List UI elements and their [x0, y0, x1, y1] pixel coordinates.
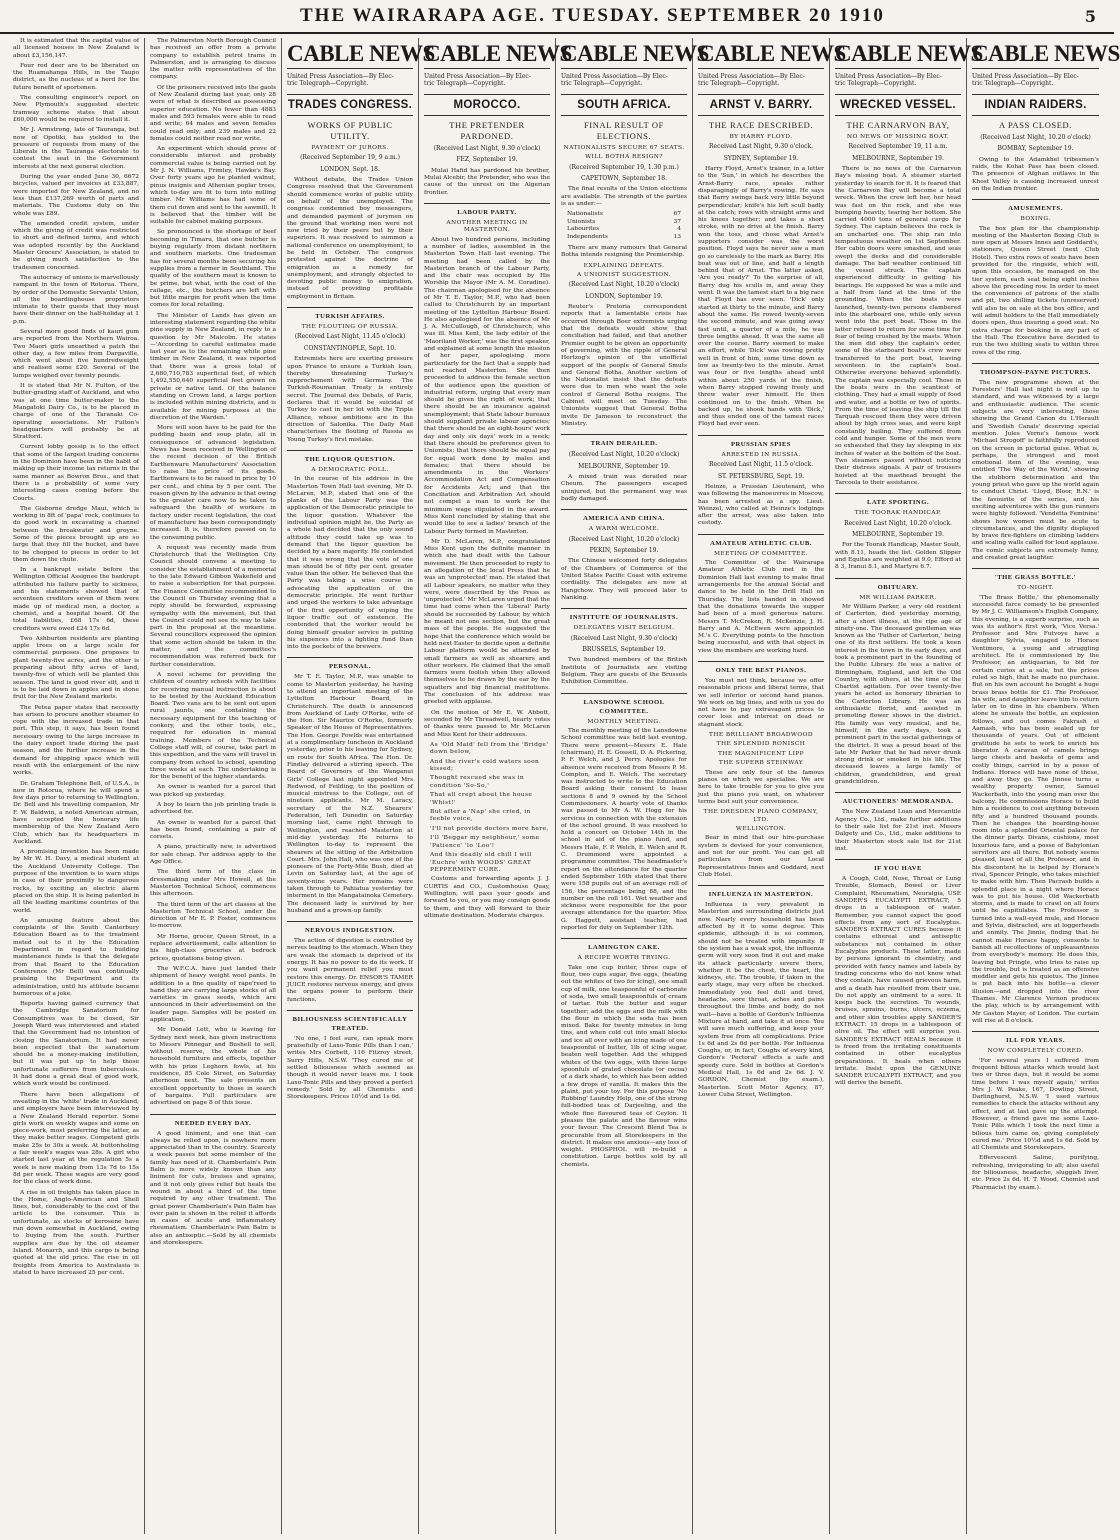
- article-body: The final results of the Union elections are available. The strength of the parties is as under:—: [561, 186, 687, 208]
- subhead: NO NEWS OF MISSING BOAT.: [846, 133, 950, 140]
- press-credit-line-1: United Press Association—By Elec-: [835, 73, 942, 80]
- news-paragraph: Mr J. Armstrong, late of Tauranga, but now of Opotiki, has yielded to the pressure of requests from many of the Liberals in the Tauranga electorate to contest the seat in the Government interests at the next general election.: [13, 127, 139, 170]
- headline-auctioneers-memoranda: AUCTIONEERS' MEMORANDA.: [835, 792, 961, 806]
- column-3: [282, 38, 435, 1534]
- place-line: SYDNEY, September 19.: [723, 154, 799, 162]
- party-name: Unionists: [567, 218, 596, 225]
- piano-name: THE MAGNIFICENT LIPP: [717, 750, 805, 757]
- subhead: DELEGATES VISIT BELGIUM.: [573, 625, 675, 632]
- headline-labour-party: LABOUR PARTY.: [424, 203, 550, 217]
- headline-thompson-payne: THOMPSON-PAYNE PICTURES.: [972, 363, 1099, 377]
- press-credit: [561, 73, 687, 88]
- press-credit: [287, 73, 413, 88]
- cable-news-banner: CABLE NEWS: [835, 40, 961, 69]
- cable-news-banner: CABLE NEWS: [561, 40, 687, 69]
- poem-line: And this deadly old chill I will 'Euchre' with WOODS' GREAT PEPPERMINT CURE.: [430, 852, 532, 873]
- headline-nervous-indigestion: NERVOUS INDIGESTION.: [287, 921, 413, 935]
- press-credit-line-2: tric Telegraph—Copyright.: [835, 80, 917, 88]
- headline-arnst-v-barry: ARNST V. BARRY.: [698, 94, 824, 116]
- headline-lamington-cake: LAMINGTON CAKE.: [561, 938, 687, 952]
- article-body: Two hundred members of the British Institute of Journalists are visiting Belgium. They are guests of the Brussels Exhibition Committee.: [561, 657, 687, 686]
- subhead: A DEMOCRATIC POLL.: [311, 466, 389, 473]
- article-body: Heinze, a Prussian Lieutenant, who was following the manoeuvres in Moscow, has been arrested as a spy. Lieut. Weinzel, who called at Heinze's lodgings after the arrest, was also taken into custody.: [698, 483, 824, 527]
- subhead: EXPLAINING DEFEATS.: [583, 262, 665, 269]
- subhead: ANOTHER MEETING IN MASTERTON.: [446, 219, 528, 234]
- news-paragraph: There have been allegations of sweating in the 'white' trade in Auckland, and employers have been interviewed by a New Zealand Herald reporter. Some girls work on weekly wages and some on piece-work, most preferring the latter, as they make better wages. Competent girls make 25s to 30s a week. At buttonholing a fair week's wages was 28s. A girl who started last year at the regulation 5s a week is now making from 13s 7d to 15s 8d per week. These wages are very good for the class of work done.: [13, 1091, 139, 1186]
- headline-turkish-affairs: TURKISH AFFAIRS.: [287, 307, 413, 321]
- result-row: [561, 234, 687, 241]
- subhead: MEETING OF COMMITTEE.: [714, 550, 808, 557]
- place-line: MELBOURNE, September 19.: [852, 530, 944, 538]
- article-body: Mulai Hafid has pardoned his brother, Mulai Alcebir, the Pretender, who was the cause of the unrest on the Algerian frontier.: [424, 167, 550, 196]
- place-line: BRUSSELS, September 19.: [582, 646, 666, 654]
- news-paragraph: Dr. Graham Telephone Bell, of U.S.A., is now in Rotorua, where he will spend a few days prior to returning to Wellington. Dr. Bell and his travelling companion, Mr F. W. Baldwin, a noted American airman, have accepted the honorary life membership of the New Zealand Aero Club, which has its headquarters in Auckland.: [13, 780, 139, 845]
- headline-late-sporting: LATE SPORTING.: [835, 493, 961, 507]
- headline-influenza: INFLUENZA IN MASTERTON.: [698, 885, 824, 899]
- subhead: NATIONALISTS SECURE 67 SEATS.: [563, 144, 685, 151]
- news-paragraph: A rise in oil freights has taken place in the Home, Anglo-American and Shell lines, but, considerably to the cost of the article to the consumer. This is unfortunate, as stocks of kerosene have run down somewhat in Auckland, owing to buying from the south. Further supplies are due by the oil steamer Island. Monarch, and this cargo is being quoted at the old price. The rise in oil freights from America to Australasia is stated to have increased 25 per cent.: [13, 1189, 139, 1276]
- place-line: ST. PETERSBURG, Sept. 19.: [717, 472, 805, 480]
- subhead-payment-of-jurors: PAYMENT OF JURORS.: [311, 144, 389, 151]
- subhead: THE FLOUTING OF RUSSIA.: [301, 324, 399, 331]
- party-seats: 67: [673, 211, 681, 218]
- article-body: Mr T. E. Taylor, M.P., was unable to come to Masterton yesterday, he having to attend an important meeting of the Lyttelton Harbour Board, in Christchurch. The death is announced from Auckland of Lady O'Rorke, wife of the Hon. Sir Maurice O'Rorke, formerly Speaker of the House of Representatives. The Hon. George Fowlds was entertained at a complimentary luncheon in Auckland yesterday, prior to his leaving for Sydney, en route for South Africa. The Hon. Dr. Findlay delivered a stirring speech. The Board of Governors of the Wanganui Girls' College last night appointed Mrs Redwood, of Feilding, to the position of musical mistress to the College, out of nineteen applicants. Mr M. Laracy, secretary of the N.Z. Shearers' Federation, left Dunedin on Saturday morning last, came right through to Wellington, and reached Masterton at mid-day yesterday. He returns to Wellington to-day to represent the shearers at the sitting of the Arbitration Court. Mrs. John Hall, who was one of the pioneers of the Forty-Mile Bush, died at Levin on Saturday last, at the age of seventy-nine years. Her remains were taken through to Pahiatua yesterday for interment in the Mangatainoka Cemetery. The deceased lady is survived by her husband and a grown-up family.: [287, 674, 413, 914]
- headline-brass-bottle: 'THE GRASS BOTTLE.': [972, 568, 1099, 582]
- dateline: (Received September 19, 1.30 p.m.): [569, 163, 679, 171]
- party-seats: 37: [673, 218, 681, 225]
- headline-if-you-have: IF YOU HAVE: [835, 859, 961, 873]
- headline-train-derailed: TRAIN DERAILED.: [561, 434, 687, 448]
- result-row: [561, 226, 687, 233]
- poem-line: Thought rescued she was in condition 'So-So,': [430, 775, 525, 789]
- dateline: (Received Last Night, 10.20 o'clock): [568, 535, 680, 543]
- poem-line: I'll 'Beggar my neighbour,' some 'Patience' 'lo 'Loo'!: [430, 835, 540, 849]
- news-paragraph: A piano, practically new, is advertised for sale cheap. For address apply to the Age Office.: [150, 844, 276, 866]
- headline-ill-for-years: ILL FOR YEARS.: [972, 1031, 1099, 1045]
- piano-list: [698, 732, 824, 768]
- poem-line: 'I'll not provide doctors more here,: [430, 825, 549, 832]
- news-paragraph: During the year ended June 30, 6672 bicycles, valued per invoices at £33,887, were imported for New Zealand, and no less than £137,269 worth of parts and materials. The Customs duty on the whole was £89.: [13, 174, 139, 217]
- headline-only-the-best-pianos: ONLY THE BEST PIANOS.: [698, 661, 824, 675]
- news-paragraph: Mr Donald Lett, who is leaving for Sydney next week, has given instructions to Messrs Pinnegar and Bushell to sell, without reserve, the whole of his household furniture and effects, together with his prize Leghorn fowls, at his residence, 85 Cole Street, on Saturday afternoon next. The sale presents an excellent opportunity to those in search of bargains. Full particulars are advertised on page 8 of this issue.: [150, 1027, 276, 1107]
- news-paragraph: A novel scheme for providing the children of country schools with facilities for receiving manual instruction is about to be tested by the Auckland Education Board. Two vans are to be sent out upon rural jaunts, one containing the necessary equipment for the teaching of cookery, and the other tools, etc., required for education in manual training. Members of the Technical College staff will, of course, take part in this expedition, and the vans will travel in company from school to school, spending three weeks at each. The undertaking is for the benefit of the higher standards.: [150, 671, 276, 781]
- column-7: [830, 38, 983, 1534]
- press-credit-line-2: tric Telegraph—Copyright.: [424, 80, 506, 88]
- place-line: BOMBAY, September 19.: [997, 145, 1074, 153]
- news-paragraph: The autocracy of unions is marvellously rampant in the town of Rotorua. There, by order of the Domestic Servants' Union, all the boardinghouse proprietors intimate to their guests that they must have their dinner on the half-holiday at 1 p.m.: [13, 274, 139, 325]
- article-body: Mr William Parker, a very old resident of Carterton, died yesterday morning, after a short illness, at the ripe age of ninety-one. The deceased gentleman was known as the 'Father of Carterton,' being one of its first settlers. He took a keen interest in the town in its early days, and took a prominent part in the founding of the Public Library. He was a native of Birmingham, England, and left the Old Country, with others, at the time of the Chartist agitation. For over twenty-five years he acted as honorary librarian to the Carterton Library. He was an enthusiastic florist, and assisted in promoting flower shows in the district. His family was very musical, and he, himself, in the early days, took a prominent part in the social gatherings of the district. It was a proud boast of the late Mr Parker that he had never drunk strong drink or smoked in his life. The deceased leaves a large family of children, grandchildren, and great grandchildren.: [835, 603, 961, 786]
- press-credit-line-1: United Press Association—By Elec-: [972, 73, 1079, 80]
- article-body: 'The Brass Bottle,' the phenomenally successful farce comedy to be presented by Mr J. C. Williamson's English Company, this evening, is a superb surprise, such as was its author's first work, 'Vice Versa.' Professor and Mrs Futvoye have a daughter Sylvia, engaged to Horace Ventimore, a young and struggling architect. He is commissioned by the Professor, an antiquarian, to bid for certain curios at a sale, but the prices ruled so high, that he made no purchase. But on his own account he bought a huge brass brass bottle for £1. The Professor, his wife, and daughter leave him to return later on to dine in his chambers. When alone he unseals the bottle, an explosion follows, and out comes Fakrash el Aamash, who has been sealed up for thousands of years. Out of efficient gratitude he sets to work to enrich his liberator. A caravan of camels brings large chests and baskets of gems and costly things, carried in by a posse of Indians. Horace will have none of these, and away they go. The Jinnee turns a wealthy property owner, Samuel Wackerbath, into the young man over the balcony. He commissions Horace to build him a residence to cost anything between fifty and a hundred thousand pounds. Then he changes the boarding-house room into a splendid Oriental palace for the dinner party. Divans, cushions, most luxurious fare, and a posse of Babylonian servitors are all there. But nobody seems pleased, least of all the Professor, and in his discontent he is helped by Horace's rival, Spencer Pringle, who takes mischief to make with him. Then Pacrash builds a splendid place in a night where Horace was to put his house. Old Wackerbath storms, and is made to crawl on all fours until he capitulates. The Professor is turned into a wall-eyed mule, and Horace and Sylvia, distracted, are at loggerheads and enmity. The Jinnie, finding that he cannot make Horace happy, consents to banish all recollections of unpleasantness from everybody's memory. He does this, leaving but Pringle, who tries to raise up the trouble, but is treated as an offensive meddler and gets his quietus. The Jinnee is put back into his bottle—a clever illusion—and dropped into the river Thames. Mr Clarence Vernon produces the play, which is by arrangement with Mr Gaston Mayer, of London. The curtain will rise at 8 o'clock.: [972, 594, 1099, 1024]
- place-line: MELBOURNE, September 19.: [852, 154, 944, 162]
- dateline: Received Last Night, 10.20 o'clock.: [844, 519, 952, 527]
- place-line: PEKIN, September 19.: [589, 547, 659, 555]
- article-body: 'No one, I feel sure, can speak more praisefully of Laxo-Tonic Pills than I can,' writes Mrs Corbett, 116 Fitzroy street, Surry Hills, N.S.W. 'They cured me of settled biliousness which seemed as though it would never leave me. I took Laxo-Tonic Pills and they proved a perfect remedy.' Sold by all Chemists and Storekeepers. Prices 10½d and 1s 6d.: [287, 1035, 413, 1101]
- page-number: 5: [1084, 6, 1096, 26]
- headline-liquor-question: THE LIQUOR QUESTION.: [287, 450, 413, 464]
- subhead: A UNIONIST SUGGESTION.: [576, 271, 671, 278]
- newspaper-title: THE WAIRARAPA AGE. TUESDAY. SEPTEMBER 20 1910: [300, 5, 885, 26]
- cable-news-banner: CABLE NEWS: [972, 40, 1099, 69]
- press-credit: [835, 73, 961, 88]
- article-body: Bear in mind that our hire-purchase system is devised for your convenience, and not for our profit. You can get all particulars from our Local Representatives Innes and Goddard, next Club Hotel.: [698, 835, 824, 878]
- press-credit-line-1: United Press Association—By Elec-: [698, 73, 805, 80]
- press-credit-line-1: United Press Association—By Elec-: [424, 73, 531, 80]
- newspaper-columns: [8, 38, 1120, 1534]
- dateline: (Received Last Night, 10.20 o'clock): [568, 281, 680, 289]
- news-paragraph: Current lobby gossip is to the effect that some of the largest trading concerns in the Dominion have been in the habit of making up their income tax returns in the same manner as Bowron Bros., and that there is a probability of some very interesting cases coming before the Courts.: [13, 444, 139, 502]
- place-line: MELBOURNE, September 19.: [578, 462, 670, 470]
- news-paragraph: The third term of the class in dressmaking under Mrs Howell, at the Masterton Technical School, commences this afternoon.: [150, 869, 276, 898]
- headline-prussian-spies: PRUSSIAN SPIES: [698, 435, 824, 449]
- byline: BY HARRY FLOYD.: [729, 133, 793, 140]
- headline-indian-raiders: INDIAN RAIDERS.: [972, 94, 1099, 116]
- headline-amateur-athletic-club: AMATEUR ATHLETIC CLUB.: [698, 534, 824, 548]
- press-credit: [424, 73, 550, 88]
- press-credit-line-2: tric Telegraph—Copyright.: [698, 80, 780, 88]
- news-paragraph: The consulting engineer's report on New Plymouth's suggested electric tramway scheme states that about £60,000 would be required to install it.: [13, 95, 139, 123]
- article-body: Customs and forwarding agents J. J. CURTIS and CO., Customhouse Quay, Wellington, will pass your goods and forward to you, or you may consign goods to them, and they will forward to their ultimate destination. Moderate charges.: [424, 876, 550, 919]
- piano-name: THE SUPERB STEINWAY: [718, 760, 804, 767]
- article-body: You must not think, because we offer reasonable prices and liberal terms, that we sell inferior or second hand pianos. We work on big lines, and with us you do not have to pay extravagant prices to cover loss and interest on dead or stagnant stock.: [698, 677, 824, 728]
- headline-obituary: OBITUARY.: [835, 578, 961, 592]
- news-paragraph: The Gisborne dredge Maui, which is working in 8ft of 'papa' rock, continues to do good work in excavating a channel between the breakwater and groyne. Some of the pieces brought up are so large that they fill the bucket, and have to be chopped to pieces in order to let them down the chute.: [13, 505, 139, 563]
- dateline: (Received Last Night, 9.30 o'clock): [433, 144, 541, 152]
- column-8: [967, 38, 1120, 1534]
- article-body: Without debate, the Trades Union Congress resolved that the Government should commence works of public utility on behalf of the unemployed. The congress condemned boy messengers, and demanded payment of jurymen on the ground that working men were not now tried by their peers but by their superiors. It was resolved to summon a national conference on unemployment, to be held in October. The congress protested against the doctrine of emigration as a remedy for unemployment, and strongly objected to devoting public money to emigration, instead of providing profitable employment in Britain.: [287, 177, 413, 300]
- election-results-list: [561, 211, 687, 241]
- column-1: [8, 38, 145, 1534]
- news-paragraph: In a bankrupt estate before the Wellington Official Assignee the bankrupt attributed his failure partly to sickness, and his statements showed that of seventeen creditors seven of them were made up of medical men, a doctor, a chemist, and a hospital board. Of the total liabilities, £68 17s 6d, these creditors were owed £24 17s 6d.: [13, 567, 139, 632]
- dateline: Received Last Night, 11.5 o'clock.: [709, 461, 813, 469]
- column-2: [145, 38, 282, 1534]
- headline-amusements: AMUSEMENTS.: [972, 199, 1099, 213]
- subhead: WILL BOTHA RESIGN?: [585, 154, 663, 161]
- news-paragraph: An amusing feature about the complaints of the South Canterbury Education Board as to the treatment meted out to it by the Education Department in regard to building maintenance funds is that the delegate from that Board to the Education Conference (Mr Bell) was continually praising the Department and its administration, until his attitude became humorous of a joke.: [13, 917, 139, 997]
- article-body: There is no news of the Carnarvon Bay's missing boat. A steamer started yesterday to search for it. It is feared that the Carnarvon Bay will become a total wreck. When the crew left her, her head was fast on the rock, and she was bumping heavily, tearing her bottom. She carried 4000 tons of general cargo for Sydney. The captain believes the rock is an uncharted one. The ship ran into tempestuous weather on 1st September. Her cabin doors were smashed, and seas swept the decks and did considerable damage. The bad weather continued till the vessel struck. The captain experienced difficulty in getting his bearings. He supposed he was a mile and a half from land at the time of the grounding. When the boats were launched, twenty-two persons clambered into the starboard one, while only seven went into the port boat. Those in the latter refused to return for some time for fear of being crushed by the masts. When the men did obey the captain's order, some of the starboard boat's crew were transferred to the port boat, leaving seventeen in the captain's boat. Otherwise everyone behaved splendidly. The captain was especially cool. Those in the boats were in the scantiest of clothing. They had a small supply of food and water, and a bottle or two of spirits. From the time of leaving the ship till the Tarquah rescued them they were driven about by high cross seas, and were kept constantly bailing. They suffered from cold and hunger. Some of the men were so exhausted that they lay sleeping in six inches of water at the bottom of the boat. Two steamers passed without noticing their distress signals. A pair of trousers hoisted at the masthead brought the Tarcoola to their assistance.: [835, 166, 961, 486]
- dateline: Received Last Night, 9.30 o'clock.: [709, 143, 813, 151]
- headline-wrecked-vessel: WRECKED VESSEL.: [835, 94, 961, 116]
- news-paragraph: The Palmerston North Borough Council has received an offer from a private company to establish petrol trams in Palmerston, and is arranging to discuss the matter with representatives of the company.: [150, 38, 276, 81]
- result-row: [561, 211, 687, 218]
- article-body: Effervescent Saline, purifying, refreshing, invigorating to all; also useful for biliousness, headache, sluggish liver, etc. Price 2s 6d. H. T. Wood, Chemist and Pharmacist (by exam.).: [972, 1155, 1099, 1191]
- party-name: Nationalists: [567, 211, 603, 218]
- subhead-carnarvon-bay: THE CARNARVON BAY,: [846, 119, 950, 130]
- article-body: A mixed train was derailed near Cheum. The passengers escaped uninjured, but the permanent way was badly damaged.: [561, 474, 687, 502]
- dateline: (Received Last Night, 10.20 o'clock): [980, 133, 1091, 141]
- subhead: TO-NIGHT.: [1017, 585, 1054, 592]
- ad-body-pain-balm: A good liniment, and one that can always be relied upon, is nowhere more appreciated than in the country. Scarcely a week passes but some member of the family has need of it. Chamberlain's Pain Balm is more widely known than any liniment for cuts, bruises and sprains, and it not only gives relief but heals the wound in about a third of the time required by any other treatment. The great power Chamberlain's Pain Balm has over pain is shown in the relief it affords in cases of acute and inflammatory rheumatism. Chamberlain's Pain Balm is also an antiseptic.—Sold by all chemists and storekeepers.: [150, 1130, 276, 1247]
- ad-heading-needed-every-day: NEEDED EVERY DAY.: [150, 1114, 276, 1128]
- article-body: Harry Floyd, Arnst's trainer, in a letter to the 'Sun,' in which he describes the Arnst-Barry race, speaks rather disparagingly of Barry's rowing. He says that Barry swings back very little beyond perpendicular; knife's his left scull badly at the catch; rows with straight arms and his knees together; and takes a short stroke, with no drive at the finish. Barry won the toss, and chose what Arnst's supporters consider was the worst position. Floyd says he never saw a man go so carelessly to the mark as Barry. His boat was out of line, and half a length behind that of Arnst. The latter asked, 'Are you ready?' To the surprise of all, Barry dug his sculls in, and away they went. It was the tamest start to a big race that Floyd has ever seen. 'Dick' only started at thirty to the minute, and Barry about the same. He rowed twenty-seven the second minute, and was going away fast until, a quarter of a mile, he was three lengths ahead. It was the same all over the course. Barry seemed to make an effort, while 'Dick' was rowing pretty well in front of him, some time down as low as twenty-two to the minute. Arnst was four or five lengths ahead until within about 250 yards of the finish, when Barry stopped rowing freely and threw water over himself. He then continued on to the finish. When he backed up, he shook hands with 'Dick,' and thus ended one of the tamest races Floyd had ever seen.: [698, 166, 824, 428]
- article-body: A Cough, Cold, Nose, Throat or Lung Trouble, Stomach, Bowel or Liver Complaint, Rheumatism, Neuralgia, USE SANDER'S EUCALYPTI EXTRACT; 5 drops in a tablespoon of water. Remember, you cannot expect the good effects from any sort of Eucalyptus. SANDER'S EXTRACT CURES because it contains ethereal and antiseptic substances not contained in other Eucalyptus products. These latter, made by persons ignorant in chemistry, and provided with fancy names and labels by trading concerns who do not know what they contain, have caused grievous harm, and a death has resulted from their use. Do not apply an ointment to a sore. It keeps back the secretion. To wounds, bruises, sprains, burns, ulcers, eczema, and other skin troubles apply SANDER'S EXTRACT: 15 drops in a tablespoon of olive oil. The effect will surprise you. SANDER'S EXTRACT HEALS because it is freed from the irritating constituents contained in other eucalyptus preparations. It heals when others irritate. Insist upon the GENUINE SANDER EUCALYPTI EXTRACT, and you will derive the benefit.: [835, 876, 961, 1087]
- headline-morocco: MOROCCO.: [424, 94, 550, 116]
- news-paragraph: It is estimated that the capital value of all licensed houses in New Zealand is about £3,156,147.: [13, 38, 139, 59]
- article-body: For the Toorak Handicap, Master Soult, with 8.11, heads the list. Golden Slipper and Equitas are weighted at 9.0, Efford at 8 3, Iranui 8.1, and Martyre 6.7.: [835, 542, 961, 571]
- party-name: Labourites: [567, 226, 600, 233]
- party-seats: 13: [673, 233, 681, 240]
- party-name: Independents: [567, 233, 608, 240]
- article-body: Mr D. McLaren, M.P., congratulated Miss Kent upon the definite manner in which she had dealt with the Labour movement. He then proceeded to reply to an allegation of the local Press that he was an 'unprotected' man. He stated that all Labour speakers, no matter who they were, were described by the Press as 'unprotected.' Mr McLaren urged that the time had come when the 'Liberal' Party should be succeeded by Labour, by which he meant not one section, but the great mass of the people. He suggested the hope that the conference which would be held next Easter to decide upon a definite Labour platform would be attended by small farmers as well as shearers and other workers. He claimed that the small farmers were foolish when they allowed themselves to be drawn by the ear by the squatters and big financial institutions. The conclusion of his address was greeted with applause.: [424, 538, 550, 706]
- news-paragraph: Reports having gained currency that the Cambridge Sanatorium for Consumptives was to be closed, Sir Joseph Ward was interviewed and stated that the Government had no intention of closing the Sanatorium. It had never been expected that the sanatorium should be a money-making institution, but it was put up to help those unfortunate sufferers from tuberculosis. It had done a great deal of good work, which work would be continued.: [13, 1001, 139, 1088]
- article-body: Owing to the Adamkhel tribesmen's raids, the Kohat Pass has been closed. The presence of Afghan outlaws in the Khost Valley is causing increased unrest on the Indian frontier.: [972, 156, 1099, 192]
- press-credit-line-2: tric Telegraph—Copyright.: [972, 80, 1054, 88]
- news-paragraph: The third term of the art classes at the Masterton Technical School, under the direction of Mr E. P. Foster, commences to-morrow.: [150, 901, 276, 930]
- poem: [424, 742, 550, 875]
- subhead-final-result: FINAL RESULT OF ELECTIONS.: [583, 119, 664, 141]
- masthead: [0, 0, 1114, 34]
- poem-line: That all crept about the house 'Whist!': [430, 792, 533, 806]
- company-place: WELLINGTON.: [735, 825, 787, 832]
- news-paragraph: A request was recently made from Christchurch that the Wellington City Council should convene a meeting to consider the establishment of a memorial to the late Edward Gibbon Wakefield and to raise a subscription for that purpose. The Finance Committee recommended to the Council on Thursday evening that a reply should be forwarded, expressing sympathy with the movement, but that the Council could not see its way to take part in the proposal at the meantime. Several councillors expressed the opinion that some action should be taken in the matter, and the committee's recommendation was referred back for further consideration.: [150, 544, 276, 668]
- press-credit-line-1: United Press Association—By Elec-: [561, 73, 668, 80]
- news-paragraph: An owner is wanted for a parcel that was picked up yesterday.: [150, 784, 276, 798]
- piano-name: THE SPLENDID RONISCH: [716, 741, 806, 748]
- article-body: The New Zealand Loan and Mercantile Agency Co., Ltd., make further additions to their sale list for 21st inst. Messrs Dalgety and Co., Ltd., make additions to their Masterton stock sale list for 21st inst.: [835, 809, 961, 852]
- news-paragraph: A boy to learn the job printing trade is advertised for.: [150, 801, 276, 816]
- article-body: About two hundred persons, including a number of ladies, assembled in the Masterton Town Hall last evening. The meeting had been called by the Masterton branch of the Labour Party, and the chair was occupied by His Worship the Mayor (Mr A. M. Coradine). The chairman apologised for the absence of Mr T. E. Taylor, M.P., who had been called to Christchurch by an important meeting of the Lyttelton Harbour Board. He also apologised for the absence of Mr J. A. McCullough, of Christchurch, who was ill. Miss Kent, the lady editor of the 'Maoriland Worker,' was the first speaker, and explained at some length the mission of her paper, apologising more particularly for the fact that a supply had not reached Masterton. She then proceeded to address the female section of the audience upon the question of industrial reform, urging that every man should be given the right of work; that there should be an insurance against unemployment; that State labour bureaux should supplant private labour agencies; that there should be an eight-hours' work day and only six days' work in a week; that there should be preference given to Unionists; that there should be equal pay for equal work done by males and females; that there should be amendments in the Workers' Accommodation Act and Compensation for Accidents Act; and that the Conciliation and Arbitration Act should not compel a man to work for the minimum wage stipulated in the award. Miss Kent concluded by stating that she would like to see a ladies' branch of the Labour Party formed in Masterton.: [424, 236, 550, 535]
- place-line: FEZ, September 19.: [456, 156, 518, 164]
- party-seats: 4: [677, 226, 681, 233]
- place-line: CAPETOWN, September 18.: [581, 175, 667, 183]
- dateline: (Received Last Night, 9.30 o'clock): [570, 634, 678, 642]
- news-paragraph: The Minister of Lands has given an interesting statement regarding the white pine supply in New Zealand, in reply to a question by Mr Malcolm. He states—'According to careful estimates made last year as to the remaining white pine timber in New Zealand, it was reported that there was a gross total of 2,680,710,783 superficial feet, of which 1,492,550,640 superficial feet grown on private or native land. Of the balance standing on Crown land, a large portion is included within mining districts, and is available for mining purposes at the discretion of the Warden.': [150, 312, 276, 421]
- news-paragraph: An experiment which should prove of considerable interest and probably commercial value is being carried out by Mr J. N. Williams, Frimley, Hawke's Bay. Over forty years ago he planted walnut, pinus insignis and Athenian poplar trees, which to-day are fit to turn into milling timber. Mr Williams has had some of them cut down and sent to the sawmill. It is believed that the timber will be suitable for cabinet making purposes.: [150, 146, 276, 226]
- news-paragraph: It is stated that Mr N. Fulton, of the butter-grading staff of Auckland, and who was at one time butter-maker to the Mangatoki Dairy Co., is to be placed in charge of one of the Taranaki Co-operating associations. Mr Fulton's headquarters will probably be at Stratford.: [13, 383, 139, 441]
- headline-lansdowne-school: LANSDOWNE SCHOOL COMMITTEE.: [561, 693, 687, 716]
- column-5: [556, 38, 709, 1534]
- news-paragraph: The W.F.C.A. have just landed their shipment of heavy weight wool pants. In addition to a fine quality of rape'reed to hand they are carrying large stocks of all varieties in grass seeds, which are announced in their advertisement on the leader page. Samples will be posted on application.: [150, 965, 276, 1023]
- subhead: THE TOORAK HANDICAP.: [854, 510, 942, 517]
- news-paragraph: Of the prisoners received into the gaols of New Zealand during last year, only 28 were of what is described as possessing superior education. No fewer than 4883 males and 593 females were able to read and write; 64 males and seven females could read only; and 239 males and 22 females could neither read nor write.: [150, 84, 276, 142]
- press-credit-line-2: tric Telegraph—Copyright.: [561, 80, 643, 88]
- press-credit-line-2: tric Telegraph—Copyright.: [287, 80, 369, 88]
- headline-south-africa: SOUTH AFRICA.: [561, 94, 687, 116]
- news-paragraph: Two Ashburton residents are planting apple trees on a large scale for commercial purposes. One proposes to plant twenty-five acres, and the other is preparing about fifty acres of land, twenty-five of which will be planted this season. The land is good river silt, and it is to be laid down in apples and in stone fruit for the New Zealand markets.: [13, 635, 139, 701]
- cable-news-banner: CABLE NEWS: [287, 40, 413, 69]
- place-line: CONSTANTINOPLE, Sept. 10.: [303, 344, 397, 352]
- article-body: On the motion of Mr E. W. Abbott, seconded by Mr Threadwell, hearty votes of thanks were passed to Mr McLaren and Miss Kent for their addresses.: [424, 709, 550, 738]
- headline-america-and-china: AMERICA AND CHINA.: [561, 509, 687, 523]
- subhead-works-of-public-utility: WORKS OF PUBLIC UTILITY.: [307, 119, 393, 141]
- news-paragraph: The Petea paper states that necessity has arisen to procure another steamer to cope with the increased trade in that port. This step, it says, has been found necessary owing to the large increase in the dairy export trade during the past season, and the further increase in the demand for shipping space which will result with the enlargement of the new works.: [13, 704, 139, 777]
- place-line: LONDON, Sept. 18.: [320, 165, 380, 173]
- press-credit-line-1: United Press Association—By Elec-: [287, 73, 394, 80]
- article-body: In the course of his address in the Masterton Town Hall last evening, Mr D. McLaren, M.P., stated that one of the planks of the Labour Party was the application of the Democratic principle to the liquor question. Whatever the individual opinion might be, the Party as a whole had decided that the only sound attitude they could take up was to demand that the liquor question be decided by a bare majority. He contended that it was wrong that the vote of one man should be of fifty per cent. greater value than the other. He believed that the Party was taking a wise course in advocating the application of the democratic principle. He went further and urged the workers to take advantage of the first opportunity of wiping the liquor traffic out of existence. He contended that the worker would be doing himself greater service in putting his sixpences into a fighting fund than into the pockets of the brewers.: [287, 476, 413, 651]
- news-paragraph: Several more good finds of kauri gum are reported from the Northern Wairoa. Two Maori girls unearthed a patch the other day, a few miles from Dargaville, which went about five hundredweight and realised some £20. Several of the lumps weighed over twenty pounds.: [13, 328, 139, 379]
- company-name: THE DRESDEN PIANO COMPANY, LTD.: [703, 809, 819, 823]
- column-4: [419, 38, 572, 1534]
- article-body: Reuter's Pretoria correspondent reports that a lamentable crisis has occurred through Boer extremists urging that the defeats would show that conciliation had failed, and that another Premier ought to be given an opportunity of governing, with the ripple of General Hertzog's opinion of the unofficial support of the people of General Smuts and General Botha. Another section of the Nationalist insist that the defeats were due to men who want the sole control if General Botha resigns. The Cabinet will meet on Tuesday. The Unionists suggest that General Botha invite Dr Jameson to reconstruct the Ministry.: [561, 304, 687, 427]
- news-paragraph: Four red deer are to be liberated on the Ruamahanga Hills, in the Taupo district, as the nucleus of a herd for the future benefit of sportsmen.: [13, 62, 139, 91]
- headline-institute-of-journalists: INSTITUTE OF JOURNALISTS.: [561, 608, 687, 622]
- press-credit: [972, 73, 1099, 88]
- news-paragraph: A promising invention has been made by Mr W. H. Davy, a medical student at the Auckland University College. The purpose of the invention is to warn ships in case of their proximity to dangerous rocks, by exciting an electric alarm placed on the ship. It is being patented in all the leading maritime countries of the world.: [13, 849, 139, 914]
- article-body: The new programme shown at the Foresters' Hall last night is well up to standard, and was witnessed by a large and enthusiastic audience. The scenic subjects are very interesting, those showing the Grand Canon du L'Herault and 'Swedish Canals' deserving special mention. Jules Verne's famous work 'Michael Strogoff' is faithfully reproduced on the screen in pictorial guise. What is, perhaps, the strongest and most emotional item of the evening, was entitled 'The Way of the World,' showing the stubborn determination and the young priest who gave up the world again to conduct Christ. 'Lloyd, Bloor, R.N.' is the favourite of the series, and his exciting adventures with the gun runners were highly followed. 'Vendetta Feminine' shows how women must be acute to circumstances, and the dignity displayed by brave fire-fighters on climbing ladders and scaling walls called for loud applause. The comic subjects are extremely funny, and created great laughter.: [972, 379, 1099, 561]
- article-body: The box plan for the championship meeting of the Masterton Boxing Club is now open at Messrs Innes and Goddard's, stationers, Queen Street (next Club Hotel). Two extra rows of seats have been provided for the ringside, which will, upon this occasion, be managed on the tier system, each seat being eight inches above the preceding row. In order to meet the convenience of patrons of the stalls and pit, two shilling tickets (unreserved) will also be on sale at the box office, and will admit holders to the Hall immediately doors open, thus insuring a good seat. No extra charge for booking in any part of the Hall. The Executive have decided to run the two shilling seats to within three rows of the ring.: [972, 225, 1099, 356]
- article-body: The monthly meeting of the Lansdowne School committee was held last evening. There were present—Messrs E. Hale (chairman), H. E. Gossell, D. A. Pickering, P. F. Welch, and J. Perry. Apologies for absence were received from Messrs P. M. Compton, and E. Welch. The secretary was instructed to write to the Education Board asking their consent to lease sections 8 and 9 owned by the School Commissioners. A hearty vote of thanks was passed to Mr A. W. Hogg for his services in connection with the extension of the school ground. It was resolved to hold a concert on October 14th in the school in aid of the piano fund, and Messrs Hale, F. P. Welch, E. Welch and R. C. Drummond were appointed a programme committee. The headmaster's report on the attendance for the quarter ended September 16th stated that there were 158 pupils out of an average roll of 156, the percentage being 88, and the number on the roll 161. Wet weather and sickness were responsible for the poor average attendance for the quarter. Miss G. Haggett, assistant teacher, had reported for duty on September 12th.: [561, 728, 687, 932]
- article-body: Extremists here are exerting pressure upon France to ensure a Turkish loan, thereby threatening Turkey's rapprochement with Germany. The Turkish-Roumanian Treaty is entirely secret. The Journal des Debats, of Paris, declares that it would be suicidal of Turkey to cast in her lot with the Triple Alliance, whose ambitions are in the direction of Salonika. The Daily Mail characterises the flouting of Russia as Young Turkey's first mistake.: [287, 356, 413, 443]
- article-body: The action of digestion is controlled by nerves leading to the stomach. When they are weak the stomach is deprived of its energy. It has no power to do its work. If you want permanent relief you must restore this energy. Dr. ENSOR'S TAMER JUICE restores nervous energy, and gives the organs power to perform their functions.: [287, 938, 413, 1003]
- result-row: [561, 219, 687, 226]
- subhead: MR WILLIAM PARKER.: [859, 594, 937, 601]
- dateline: (Received Last Night, 10.20 o'clock): [568, 451, 680, 459]
- piano-name: THE BRILLIANT BROADWOOD: [709, 732, 813, 739]
- poem-line: As 'Old Maid' fell from the 'Bridge' down below,: [430, 741, 549, 756]
- article-body: The Committee of the Wairarapa Amateur Athletic Club met in the Dominion Hall last evening to make final arrangements for the annual Social and dance to be held in the Drill Hall on Thursday. The lists handed in showed that the donations towards the supper had been of a most generous nature. Messrs T. McCreken, R. McKenzie, J. H. Barry and A. McEwen were appointed M.'s C. Everything points to the function being successful, and with that object in view the members are working hard.: [698, 560, 824, 654]
- press-credit: [698, 73, 824, 88]
- place-line: LONDON, September 19.: [585, 292, 663, 300]
- dateline: Received September 19, 11 a.m.: [848, 143, 948, 151]
- subhead: BOXING.: [1020, 216, 1051, 223]
- subhead: NOW COMPLETELY CURED.: [987, 1048, 1084, 1055]
- subhead: MONTHLY MEETING.: [587, 718, 661, 725]
- news-paragraph: The amended credit system, under which the giving of credit was restricted to short and defined terms, and which was adopted recently by the Auckland Master Grocers' Association, is stated to be giving much satisfaction to the tradesmen concerned.: [13, 220, 139, 271]
- column-6: [693, 38, 846, 1534]
- article-body: The Chinese welcomed forty delegates of the Chambers of Commerce of the United States Pacific Coast with extreme cordiality. The delegates are now at Hangchow. They will proceed later to Nanking.: [561, 558, 687, 601]
- poem-line: And the river's cold waters soon kissed;: [430, 758, 540, 773]
- article-body: These are only four of the famous pianos on which we specialise. We are here to take trouble for you to give you just the piano you want, on whatever terms best suit your convenience.: [698, 769, 824, 805]
- subhead-race-described: THE RACE DESCRIBED.: [708, 119, 814, 130]
- dateline: (Received September 19, 9 a.m.): [300, 154, 400, 162]
- headline-biliousness: BILIOUSNESS SCIENTIFICALLY TREATED.: [287, 1010, 413, 1033]
- article-body: 'For several years I suffered from frequent bilious attacks which would last two or three days, but it would be some time before I was myself again,' writes Mrs J. W. Peake, 167, Dowling Street, Darlinghurst, N.S.W. 'I used various remedies to check the attacks without any effect, and at last gave up the attempt. However, a friend gave me some Laxo-Tonic Pills which I took the next time a bilious turn came on, giving completely cured me.' Price 10½d and 1s 6d. Sold by all Chemists and Storekeepers.: [972, 1057, 1099, 1152]
- news-paragraph: An owner is wanted for a parcel that has been found, containing a pair of corsets.: [150, 819, 276, 841]
- cable-news-banner: CABLE NEWS: [698, 40, 824, 69]
- subhead: ARRESTED IN RUSSIA.: [721, 451, 801, 458]
- article-body: Take one cup butter, three cups of flour, two cups sugar, five eggs, (beating out the whites of two for icing), one small cup of milk, one teaspoonful of carbonate of soda, two small teaspoonfuls of cream of tartar. Rub the butter and sugar together; add the eggs and the milk with the flour in which the soda has been mixed. Bake for twenty minutes in long tins, and when cold cut into small blocks and ice all over with an icing made of one teaspoonful of butter, 1lb of icing sugar, beaten well together. Add the whipped whites of the two eggs, with three large spoonfuls of grated chocolate (or cocoa) of a dark shade, to which has been added a few drops of vanilla. It makes this the plaint, put your toy. For this purpose 'No Rubbing' Laundry Help, one of the strong full-bodied teas of Darjeeling, and the whole fine flavoured teas of Ceylon. It pleases the palate and the flavour wins your favour. The Crescent Blend Tea is procurable from all Storekeepers in the district. It makes one anxious—any loss of weight. PHOSPHOL will re-build a constitution. Large bottles sold by all chemists.: [561, 964, 687, 1168]
- subhead-pass-closed: A PASS CLOSED.: [998, 119, 1073, 130]
- subhead: A WARM WELCOME.: [588, 526, 660, 533]
- headline-personal: PERSONAL.: [287, 657, 413, 671]
- cable-news-banner: CABLE NEWS: [424, 40, 550, 69]
- subhead: A RECIPE WORTH TRYING.: [577, 955, 671, 962]
- article-body: There are many rumours that General Botha intends resigning the Premiership.: [561, 244, 687, 259]
- article-body: Influenza is very prevalent in Masterton and surrounding districts just now. Nearly every household has been affected by it to some degree. This epidemic, although it is so common, should not be treated with impunity. If the system has a weak spot, the influenza germ will very soon find it out and make its attack particularly severe there, whether it be the chest, the heart, the kidneys, etc. The trouble, if taken in the early stage, may very often be checked. Immediately you feel dull and tired, headache, sore throat, aches and pains throughout the limbs and body, do not wait—have a bottle of Gordon's Influenza Mixture at hand, and take it at once. You will save much suffering, and keep your system free from all complications. Price 1s 6d and 2s 6d per bottle. For Influenza Coughs, or, in fact, Coughs of every kind, Gordon's 'Pectoral' effects a safe and speedy cure. Sold in bottles at Gordon's Medical Hall, 1s 6d and 2s 6d. J. V. GORDON, Chemist (by exam.), Masterton. Scott Motor Agency, 87, Lower Cuba Street, Wellington.: [698, 902, 824, 1098]
- subhead-pretender-pardoned: THE PRETENDER PARDONED.: [449, 119, 525, 141]
- dateline: (Received Last Night, 11.45 o'clock): [294, 333, 406, 341]
- poem-line: But after a 'Nap' she cried, in feeble voice,: [430, 809, 531, 823]
- headline-trades-congress: TRADES CONGRESS.: [287, 94, 413, 116]
- news-paragraph: Mr Horne, grocer, Queen Street, in a replace advertisement, calls attention to his high-class groceries at bedrock prices, quotations being given.: [150, 933, 276, 962]
- news-paragraph: So pronounced is the shortage of beef becoming in Timaru, that one butcher is buying regularly from distant northern and southern markets. One tradesman has for several months been securing his supplies from a farmer in Southland. The quality of the southern meat is known to be prime, but what, with the cost of the railage, etc., the butchers are left with but little margin for profit when the time comes for local retailing.: [150, 229, 276, 309]
- news-paragraph: More will soon have to be paid for the pudding basin and soup plate, all in consequence of advanced legislation. News has been received in Wellington of the recent decision of the British Earthenware Manufacturers' Association to raise the price of its goods. Earthenware is to be raised in price by 10 per cent., and china by 5 per cent. The reason given by the advance is that owing to the greater care now to be taken to safeguard the health of workers in factory under recent legislation, the cost of manufacture has been correspondingly increased. It is, therefore passed on to the consuming public.: [150, 425, 277, 541]
